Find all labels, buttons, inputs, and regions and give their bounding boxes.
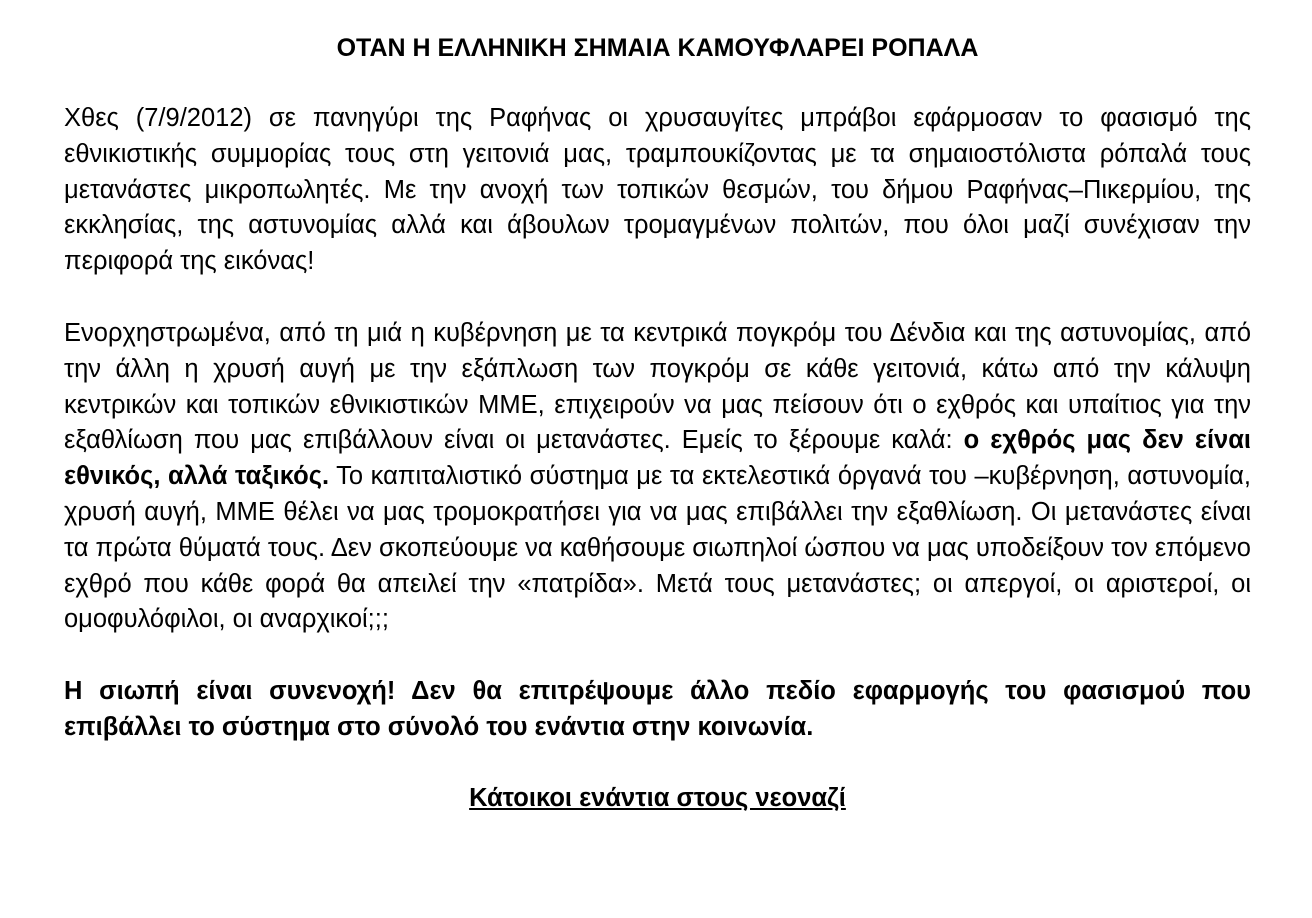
paragraph-analysis-bold-statement: ο εχθρός μας δεν είναι εθνικός, αλλά ταξικός. (64, 426, 1251, 491)
document-title: ΟΤΑΝ Η ΕΛΛΗΝΙΚΗ ΣΗΜΑΙΑ ΚΑΜΟΥΦΛΑΡΕΙ ΡΟΠΑΛΑ (336, 34, 979, 62)
document-page (64, 28, 1251, 816)
paragraph-analysis (64, 316, 1251, 638)
signature (64, 780, 1251, 816)
signature-text: Κάτοικοι ενάντια στους νεοναζί (469, 783, 846, 812)
paragraph-analysis-text-2: Το καπιταλιστικό σύστημα με τα εκτελεστικά όργανά του –κυβέρνηση, αστυνομία, χρυσή αυγή, ΜΜΕ θέλει να μας τρομοκρατήσει για να μας επιβάλλει την εξαθλίωση. Οι μετανάστες είναι τα πρώτα θύματά τους. Δεν σκοπεύουμε να καθήσουμε σιωπηλοί ώσπου να μας υποδείξουν τον επόμενο εχθρό που κάθε φορά θα απειλεί την «πατρίδα». Μετά τους μετανάστες; οι απεργοί, οι αριστεροί, οι ομοφυλόφιλοι, οι αναρχικοί;;; (64, 462, 1251, 634)
paragraph-call-to-action: Η σιωπή είναι συνενοχή! Δεν θα επιτρέψουμε άλλο πεδίο εφαρμογής του φασισμού που επιβάλλει το σύστημα στο σύνολό του ενάντια στην κοινωνία. (64, 677, 1251, 741)
paragraph-analysis-text-1: Ενορχηστρωμένα, από τη μιά η κυβέρνηση με τα κεντρικά πογκρόμ του Δένδια και της αστυνομίας, από την άλλη η χρυσή αυγή με την εξάπλωση των πογκρόμ σε κάθε γειτονιά, κάτω από την κάλυψη κεντρικών και τοπικών εθνικιστικών ΜΜΕ, επιχειρούν να μας πείσουν ότι ο εχθρός και υπαίτιος για την εξαθλίωση που μας επιβάλλουν είναι οι μετανάστες. Εμείς το ξέρουμε καλά: (64, 318, 1251, 455)
paragraph-incident: Χθες (7/9/2012) σε πανηγύρι της Ραφήνας οι χρυσαυγίτες μπράβοι εφάρμοσαν το φασισμό της εθνικιστικής συμμορίας τους στη γειτονιά μας, τραμπουκίζοντας με τα σημαιοστόλιστα ρόπαλά τους μετανάστες μικροπωλητές. Με την ανοχή των τοπικών θεσμών, του δήμου Ραφήνας–Πικερμίου, της εκκλησίας, της αστυνομίας αλλά και άβουλων τρομαγμένων πολιτών, που όλοι μαζί συνέχισαν την περιφορά της εικόνας! (64, 104, 1251, 276)
